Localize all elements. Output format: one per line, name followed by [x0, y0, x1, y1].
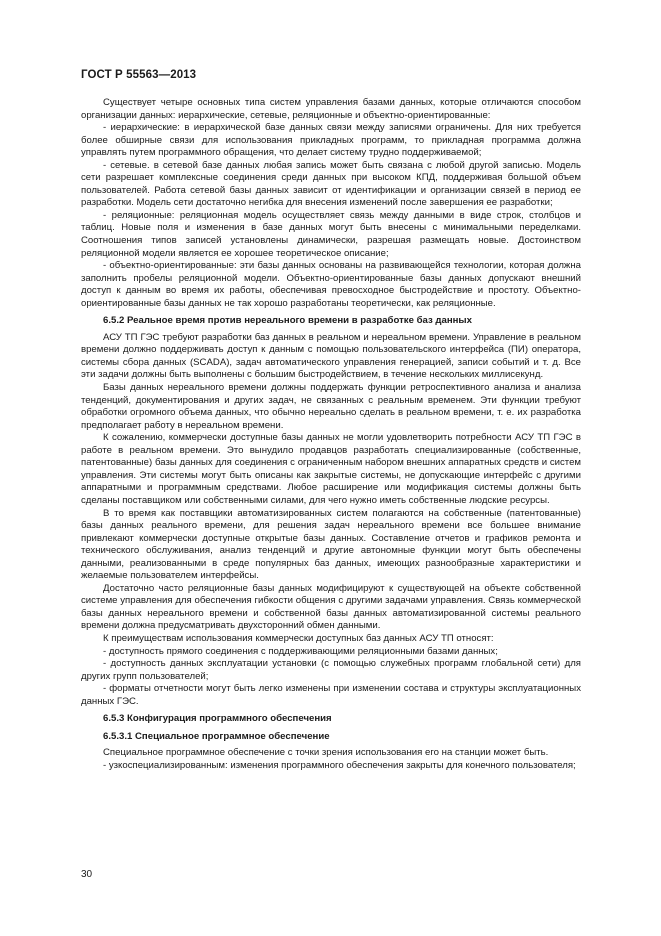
section-heading: 6.5.3 Конфигурация программного обеспечения: [103, 713, 332, 725]
paragraph: Специальное программное обеспечение с точки зрения использования его на станции может быть.: [103, 747, 549, 759]
list-item: - сетевые. в сетевой базе данных любая запись может быть связана с любой другой записью. Модель сети разрешает комплексные соединения среди данных при высоком КПД, поддерживая большой объем пользователей. Работа сетевой базы данных зависит от идентификации и организации связей в период ее разработки. Модель сети достаточно негибка для внесения изменений после завершения ее разработки;: [81, 159, 581, 209]
document-header: ГОСТ Р 55563—2013: [81, 69, 197, 81]
list-item: - реляционные: реляционная модель осуществляет связь между данными в виде строк, столбцов и таблиц. Новые поля и изменения в базе данных могут быть внесены с минимальными переделками. Соотношения типов записей установлены динамически, разрешая размещать новые. Достоинством реляционной модели является ее хорошее теоретическое описание;: [81, 209, 581, 259]
paragraph: В то время как поставщики автоматизированных систем полагаются на собственные (патентованные) базы данных реального времени, для решения задач нереального времени все большее внимание привлекают коммерчески доступные открытые базы данных. Составление отчетов и графиков ремонта и технического обслуживания, анализ тенденций и другие автономные функции могут быть обеспечены данными, реализованными в среде популярных баз данных, имеющих разнообразные характеристики и желаемые пользователем интерфейсы.: [81, 507, 581, 582]
list-item: - узкоспециализированным: изменения программного обеспечения закрыты для конечного пользователя;: [103, 759, 576, 771]
paragraph: К преимуществам использования коммерчески доступных баз данных АСУ ТП относят:: [103, 632, 494, 644]
paragraph: Базы данных нереального времени должны поддержать функции ретроспективного анализа и анализа тенденций, документирования и других задач, не связанных с реальным временем. Эти функции требуют обработки огромного объема данных, что обычно нереально сделать в реальном времени, т. е. их разработка предполагает работу в нереальном времени.: [81, 382, 581, 431]
list-item: - доступность прямого соединения с поддерживающими реляционными базами данных;: [103, 645, 498, 657]
list-item: - доступность данных эксплуатации установки (с помощью служебных программ глобальной сети) для других групп пользователей;: [81, 658, 581, 682]
list-item: - объектно-ориентированные: эти базы данных основаны на развивающейся технологии, которая должна заполнить пробелы реляционной модели. Объектно-ориентированные базы данных допускают внешний доступ к данным во время их работы, обеспечивая превосходное быстродействие и простоту. Объектно-ориентированные базы данных не так хорошо разработаны теоретически, как реляционные.: [81, 260, 581, 309]
list-item: - форматы отчетности могут быть легко изменены при изменении состава и структуры эксплуатационных данных ГЭС.: [81, 683, 581, 707]
paragraph: АСУ ТП ГЭС требуют разработки баз данных в реальном и нереальном времени. Управление в реальном времени должно поддерживать доступ к данным с помощью пользовательского интерфейса (ПИ) оператора, системы сбора данных (SCADA), задач автоматического управления генерацией, записи событий и т. д. Все эти задачи должны быть выполнены с большим быстродействием, в течение нескольких миллисекунд.: [81, 331, 581, 381]
paragraph: Достаточно часто реляционные базы данных модифицируют к существующей на объекте собственной системе управления для обеспечения гибкости общения с другими задачами управления. Связь коммерческой базы данных нереального времени и собственной базы данных автоматизированной системы реального времени должна предусматривать двухсторонний обмен данными.: [81, 582, 581, 632]
section-heading: 6.5.2 Реальное время против нереального времени в разработке баз данных: [103, 315, 472, 327]
page-number: 30: [81, 869, 93, 880]
document-body: [81, 97, 581, 772]
paragraph: Существует четыре основных типа систем управления базами данных, которые отличаются способом организации данных: иерархические, сетевые, реляционные и объектно-ориентированные:: [81, 97, 581, 121]
subsection-heading: 6.5.3.1 Специальное программное обеспечение: [103, 730, 330, 742]
list-item: - иерархические: в иерархической базе данных связи между записями ограничены. Для них требуется более обширные связи для использования прикладных программ, то прикладная программа должна управлять путем программного обращения, что делает систему трудно поддерживаемой;: [81, 122, 581, 159]
paragraph: К сожалению, коммерчески доступные базы данных не могли удовлетворить потребности АСУ ТП ГЭС в работе в реальном времени. Это вынудило продавцов разработать специализированные (собственные, патентованные) базы данных для соединения с ограниченным набором внешних аппаратных средств и систем управления. Эти системы могут быть описаны как закрытые системы, не допускающие интерфейс с другими аппаратными и программным средствами. Любое расширение или модификация системы должны быть сделаны поставщиком или собственными силами, для чего нужно иметь собственные людские ресурсы.: [81, 432, 581, 506]
